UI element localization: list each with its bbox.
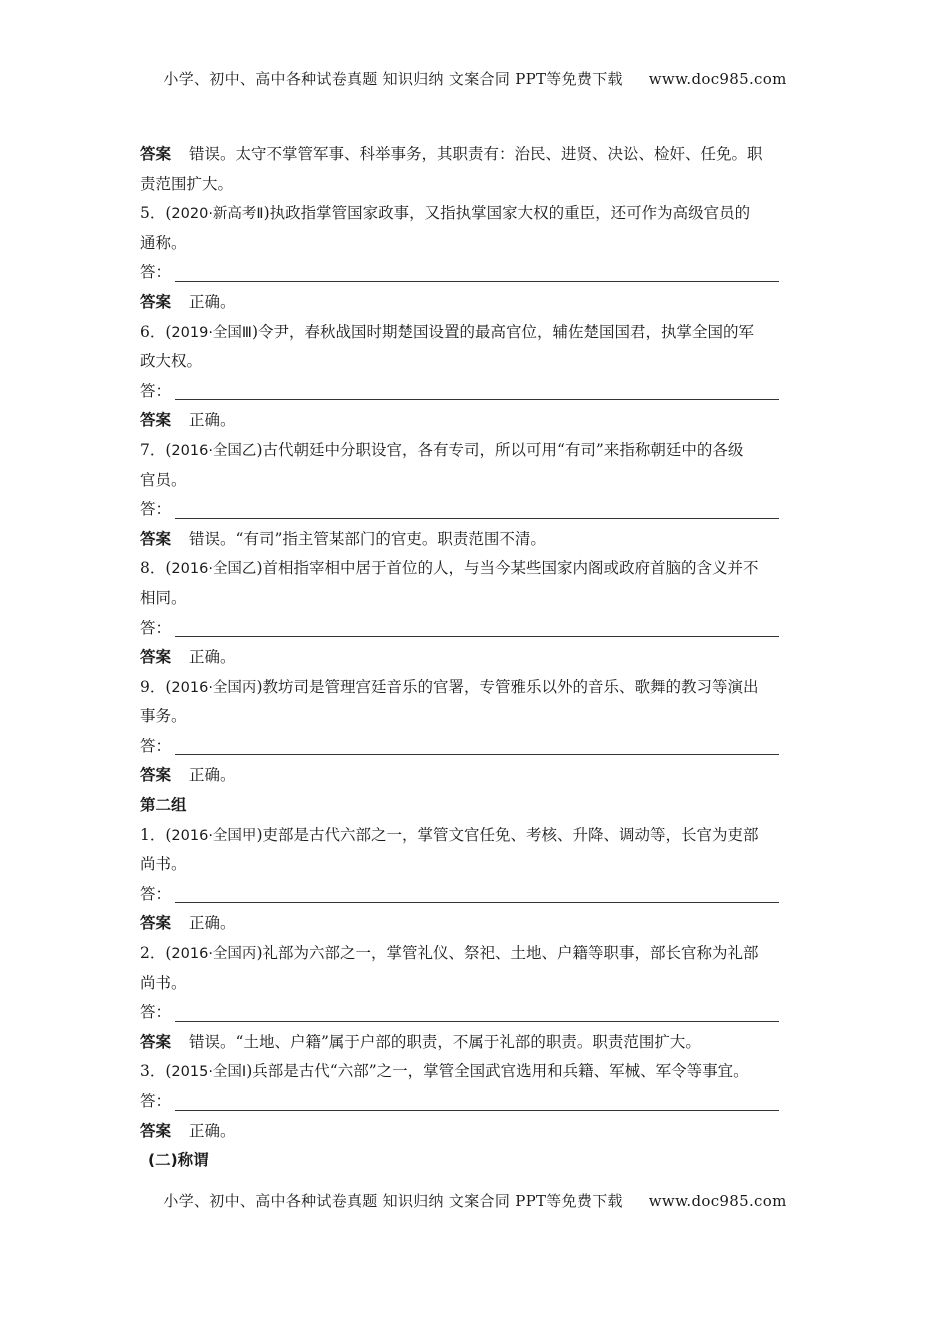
answer-rule[interactable]	[175, 1021, 779, 1022]
question-text: )古代朝廷中分职设官，各有专司，所以可用“有司”来指称朝廷中的各级	[256, 440, 744, 459]
header-site-link[interactable]: www.doc985.com	[648, 70, 787, 88]
answer-rule[interactable]	[175, 399, 779, 400]
answer-blank[interactable]	[140, 377, 812, 407]
answer-prompt: 答：	[140, 618, 172, 637]
answer-rule[interactable]	[175, 902, 779, 903]
question-6	[140, 318, 812, 348]
answer-line	[140, 525, 812, 555]
question-source: 2016·全国甲	[171, 827, 257, 844]
question-number: 9．(	[140, 677, 172, 696]
question-text: )教坊司是管理宫廷音乐的官署，专管雅乐以外的音乐、歌舞的教习等演出	[256, 677, 759, 696]
answer-rule[interactable]	[175, 281, 779, 282]
question-source: 2016·全国丙	[171, 679, 257, 696]
answer-prompt: 答：	[140, 500, 172, 519]
question-continuation: 尚书。	[140, 973, 187, 992]
question-continuation: 事务。	[140, 707, 187, 726]
answer-blank[interactable]	[140, 732, 812, 762]
answer-continuation: 责范围扩大。	[140, 174, 234, 193]
answer-label: 答案	[140, 766, 172, 785]
group2-question-1	[140, 821, 812, 851]
answer-label: 答案	[140, 648, 172, 667]
question-text: )礼部为六部之一，掌管礼仪、祭祀、土地、户籍等职事，部长官称为礼部	[256, 944, 759, 963]
question-continuation: 通称。	[140, 233, 187, 252]
footer-site-link[interactable]: www.doc985.com	[648, 1192, 787, 1210]
question-source: 2019·全国Ⅲ	[171, 324, 252, 341]
question-text: )兵部是古代“六部”之一，掌管全国武官选用和兵籍、军械、军令等事宜。	[246, 1062, 749, 1081]
answer-line	[140, 643, 812, 673]
question-8	[140, 554, 812, 584]
question-source: 2015·全国Ⅰ	[171, 1064, 247, 1081]
question-text: )令尹，春秋战国时期楚国设置的最高官位，辅佐楚国国君，执掌全国的军	[251, 322, 754, 341]
answer-line	[140, 1028, 812, 1058]
answer-prompt: 答：	[140, 263, 172, 282]
answer-prompt: 答：	[140, 736, 172, 755]
answer-blank[interactable]	[140, 998, 812, 1028]
answer-blank[interactable]	[140, 1087, 812, 1117]
question-number: 3．(	[140, 1062, 172, 1081]
question-text: )首相指宰相中居于首位的人，与当今某些国家内阁或政府首脑的含义并不	[256, 559, 759, 578]
question-number: 6．(	[140, 322, 172, 341]
question-source: 2020·新高考Ⅱ	[171, 206, 264, 223]
document-body	[140, 140, 812, 1176]
answer-line	[140, 288, 812, 318]
answer-blank[interactable]	[140, 495, 812, 525]
answer-label: 答案	[140, 1032, 172, 1051]
question-5	[140, 199, 812, 229]
question-number: 5．(	[140, 204, 172, 223]
question-number: 8．(	[140, 559, 172, 578]
answer-line	[140, 1117, 812, 1147]
question-continuation: 相同。	[140, 588, 187, 607]
answer-prompt: 答：	[140, 1092, 172, 1110]
answer-label: 答案	[140, 411, 172, 430]
answer-line	[140, 140, 812, 170]
footer-text: 小学、初中、高中各种试卷真题 知识归纳 文案合同 PPT等免费下载	[163, 1192, 623, 1210]
answer-prompt: 答：	[140, 884, 172, 903]
answer-text: 正确。	[189, 648, 236, 667]
answer-label: 答案	[140, 1121, 172, 1140]
question-source: 2016·全国乙	[171, 442, 257, 459]
page-header	[0, 68, 950, 89]
answer-prompt: 答：	[140, 381, 172, 400]
answer-blank[interactable]	[140, 614, 812, 644]
question-9	[140, 673, 812, 703]
answer-blank[interactable]	[140, 880, 812, 910]
question-number: 2．(	[140, 944, 172, 963]
question-source: 2016·全国乙	[171, 561, 257, 578]
answer-blank[interactable]	[140, 258, 812, 288]
section-title: (二)称谓	[148, 1151, 209, 1170]
question-continuation: 官员。	[140, 470, 187, 489]
answer-text: 正确。	[189, 411, 236, 430]
answer-text: 错误。“土地、户籍”属于户部的职责，不属于礼部的职责。职责范围扩大。	[189, 1032, 701, 1051]
group-title: 第二组	[140, 796, 187, 815]
answer-label: 答案	[140, 145, 172, 163]
page-footer	[0, 1190, 950, 1211]
question-7	[140, 436, 812, 466]
answer-label: 答案	[140, 914, 172, 933]
group2-question-3	[140, 1057, 812, 1087]
answer-line	[140, 909, 812, 939]
answer-rule[interactable]	[175, 636, 779, 637]
question-continuation: 政大权。	[140, 352, 203, 371]
answer-line	[140, 406, 812, 436]
answer-rule[interactable]	[175, 518, 779, 519]
question-number: 1．(	[140, 825, 172, 844]
header-text: 小学、初中、高中各种试卷真题 知识归纳 文案合同 PPT等免费下载	[163, 70, 623, 88]
answer-rule[interactable]	[175, 1110, 779, 1111]
question-source: 2016·全国丙	[171, 946, 257, 963]
answer-line	[140, 761, 812, 791]
answer-text: 正确。	[189, 766, 236, 785]
answer-label: 答案	[140, 529, 172, 548]
answer-text: 正确。	[189, 914, 236, 933]
question-number: 7．(	[140, 440, 172, 459]
answer-text: 错误。“有司”指主管某部门的官吏。职责范围不清。	[189, 529, 546, 548]
answer-prompt: 答：	[140, 1003, 172, 1022]
answer-text: 正确。	[189, 292, 236, 311]
question-continuation: 尚书。	[140, 855, 187, 874]
group2-question-2	[140, 939, 812, 969]
answer-label: 答案	[140, 292, 172, 311]
answer-rule[interactable]	[175, 754, 779, 755]
question-text: )吏部是古代六部之一，掌管文官任免、考核、升降、调动等，长官为吏部	[256, 825, 759, 844]
answer-text: 正确。	[189, 1121, 236, 1140]
answer-text: 错误。太守不掌管军事、科举事务，其职责有：治民、进贤、决讼、检奸、任免。职	[189, 145, 763, 163]
question-text: )执政指掌管国家政事，又指执掌国家大权的重臣，还可作为高级官员的	[263, 204, 751, 223]
